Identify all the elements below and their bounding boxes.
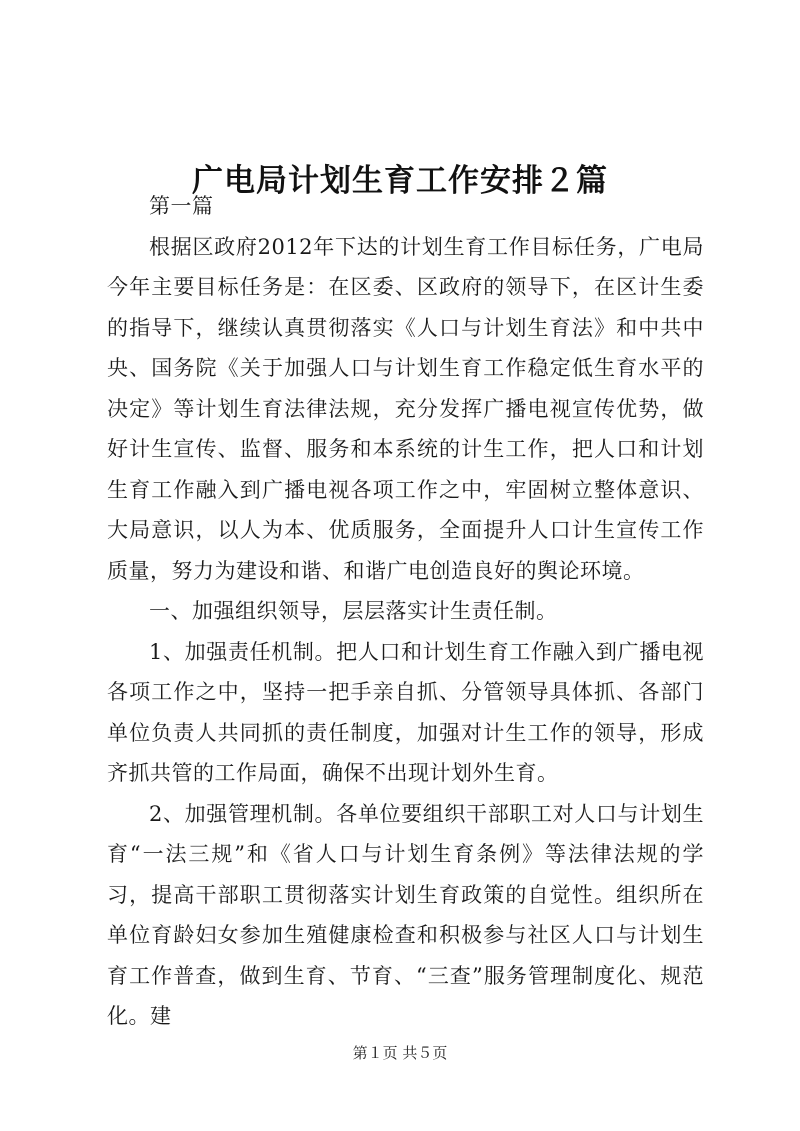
document-title: 广电局计划生育工作安排２篇 bbox=[192, 162, 608, 199]
body-paragraph: 1、加强责任机制。把人口和计划生育工作融入到广播电视各项工作之中，坚持一把手亲自抓、分管领导具体抓、各部门单位负责人共同抓的责任制度，加强对计生工作的领导，形成齐抓共管的工作局面，确保不出现计划外生育。 bbox=[107, 639, 704, 785]
document-body bbox=[107, 186, 704, 1037]
page-number-footer: 第１页 共５页 bbox=[352, 1044, 448, 1062]
body-paragraph: 根据区政府2012年下达的计划生育工作目标任务，广电局今年主要目标任务是：在区委、区政府的领导下，在区计生委的指导下，继续认真贯彻落实《人口与计划生育法》和中共中央、国务院《关于加强人口与计划生育工作稳定低生育水平的决定》等计划生育法律法规，充分发挥广播电视宣传优势，做好计生宣传、监督、服务和本系统的计生工作，把人口和计划生育工作融入到广播电视各项工作之中，牢固树立整体意识、大局意识，以人为本、优质服务，全面提升人口计生宣传工作质量，努力为建设和谐、和谐广电创造良好的舆论环境。 bbox=[107, 234, 704, 583]
body-paragraph: 2、加强管理机制。各单位要组织干部职工对人口与计划生育“一法三规”和《省人口与计划生育条例》等法律法规的学习，提高干部职工贯彻落实计划生育政策的自觉性。组织所在单位育龄妇女参加生殖健康检查和积极参与社区人口与计划生育工作普查，做到生育、节育、“三查”服务管理制度化、规范化。建 bbox=[107, 801, 704, 1028]
body-paragraph: 一、加强组织领导，层层落实计生责任制。 bbox=[149, 599, 558, 623]
section-heading: 第一篇 bbox=[149, 194, 214, 218]
